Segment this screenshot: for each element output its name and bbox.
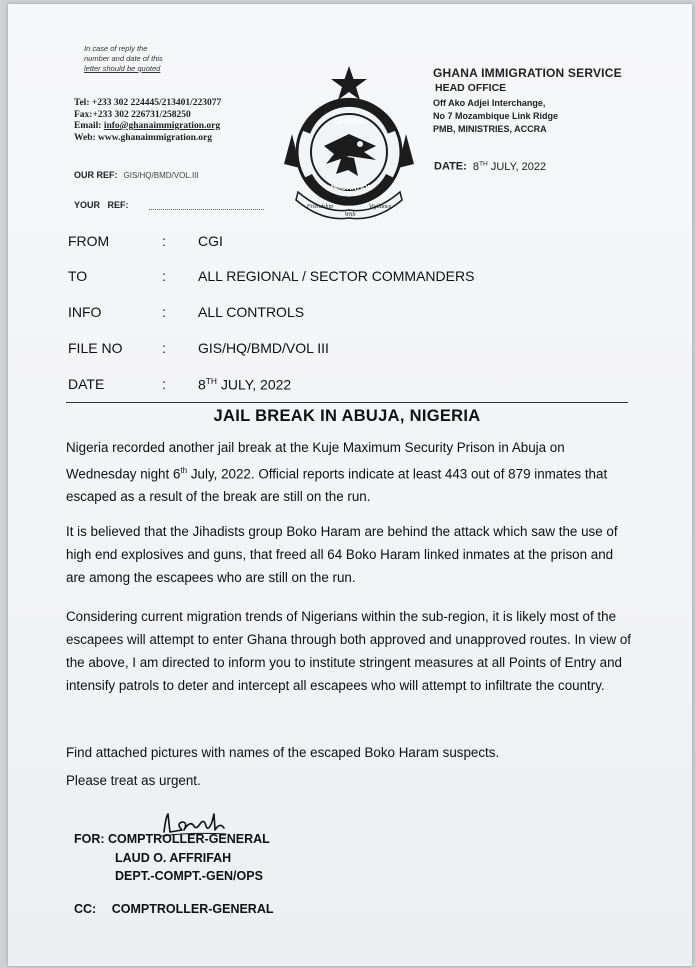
- for-line: FOR: COMPTROLLER-GENERAL: [74, 832, 270, 846]
- email-link[interactable]: info@ghanaimmigration.org: [103, 121, 221, 131]
- address-line-1: Off Ako Adjei Interchange,: [433, 98, 546, 108]
- to-value: ALL REGIONAL / SECTOR COMMANDERS: [198, 268, 475, 284]
- memo-date-day: 8: [198, 376, 206, 393]
- signatory-name: LAUD O. AFFRIFAH: [115, 851, 232, 865]
- tel-line: Tel: +233 302 224445/213401/223077: [74, 98, 222, 108]
- letter-date-day: 8: [472, 160, 479, 173]
- cc-label: CC:: [74, 902, 97, 916]
- email-label: Email:: [74, 121, 104, 131]
- title-rule: [66, 402, 628, 403]
- to-colon: :: [162, 268, 166, 284]
- paragraph-2: It is believed that the Jihadists group Boko Haram are behind the attack which saw the use of high end explosives and guns, that freed all 64 Boko Haram linked inmates at the prison and are among the escapees who are still on the run.: [66, 524, 618, 585]
- paragraph-4: Find attached pictures with names of the escaped Boko Haram suspects.: [66, 745, 500, 760]
- info-value: ALL CONTROLS: [198, 304, 305, 320]
- motto-left: Friendship: [306, 204, 334, 210]
- your-ref-label: YOUR REF:: [74, 200, 129, 210]
- head-office: HEAD OFFICE: [435, 82, 507, 94]
- letter-date-label: DATE:: [434, 160, 467, 173]
- crest-bottom-text: IMMIGRATION: [325, 185, 373, 192]
- cc-line: [74, 902, 274, 916]
- letter-date-value: [473, 161, 546, 173]
- file-value: GIS/HQ/BMD/VOL III: [198, 340, 329, 356]
- cc-value: COMPTROLLER-GENERAL: [111, 902, 274, 916]
- date-colon: :: [162, 376, 166, 392]
- file-label: FILE NO: [68, 340, 123, 356]
- memo-title: JAIL BREAK IN ABUJA, NIGERIA: [213, 407, 481, 425]
- paragraph-1-b: July, 2022. Official reports indicate at least 443 out of 879 inmates that escaped as a result of the break are still on the run.: [66, 466, 608, 505]
- your-ref-blank: [149, 209, 264, 210]
- from-label: FROM: [68, 233, 110, 249]
- letter-page: [8, 4, 692, 966]
- signatory-position: DEPT.-COMPT.-GEN/OPS: [115, 869, 263, 883]
- file-colon: :: [162, 340, 166, 356]
- ghana-immigration-crest-icon: [284, 64, 414, 224]
- paragraph-1-a: Nigeria recorded another jail break at the Kuje Maximum Security Prison in Abuja on Wednesday night 6: [66, 440, 565, 482]
- paragraph-3: Considering current migration trends of Nigerians within the sub-region, it is likely most of the escapees will attempt to enter Ghana through both approved and unapproved routes. In view of the above, I am directed to inform you to institute stringent measures at all Points of Entry and intensify patrols to deter and intercept all escapees who will attempt to infiltrate the country.: [66, 609, 632, 693]
- your-ref: [74, 200, 264, 210]
- crest-top-text: GHANA: [334, 117, 364, 126]
- our-ref: [74, 170, 199, 180]
- org-name: GHANA IMMIGRATION SERVICE: [433, 66, 622, 80]
- letter-date: [434, 160, 546, 173]
- paragraph-5: Please treat as urgent.: [66, 773, 201, 788]
- date-label: DATE: [68, 376, 105, 392]
- date-value: [198, 376, 291, 393]
- web-line: Web: www.ghanaimmigration.org: [74, 132, 213, 143]
- address-line-2: No 7 Mozambique Link Ridge: [433, 111, 559, 121]
- motto-right: Vigilance: [368, 204, 392, 210]
- to-label: TO: [68, 268, 88, 284]
- address-line-3: PMB, MINISTRIES, ACCRA: [433, 124, 547, 134]
- reply-note-line-1: In case of reply the: [84, 44, 148, 53]
- address: [433, 97, 622, 136]
- memo-date-sup: TH: [205, 376, 217, 386]
- organization-block: [433, 66, 622, 136]
- info-colon: :: [162, 304, 166, 320]
- memo-date-rest: JULY, 2022: [216, 376, 292, 393]
- reply-note: [84, 44, 163, 74]
- paragraph-1: [66, 436, 634, 508]
- paragraph-1-sup: th: [180, 466, 188, 475]
- from-value: CGI: [198, 233, 223, 249]
- from-colon: :: [162, 233, 166, 249]
- our-ref-value: GIS/HQ/BMD/VOL.III: [123, 171, 199, 180]
- our-ref-label: OUR REF:: [74, 170, 118, 180]
- reply-note-line-2: number and date of this: [84, 54, 163, 63]
- letter-date-sup: TH: [478, 160, 488, 167]
- letter-date-rest: JULY, 2022: [487, 160, 547, 173]
- contact-block: [74, 98, 221, 144]
- fax-line: Fax:+233 302 226731/258250: [74, 109, 191, 120]
- email-line: [74, 121, 221, 133]
- reply-note-line-3: letter should be quoted: [84, 64, 161, 73]
- motto-mid: With: [344, 212, 356, 218]
- info-label: INFO: [68, 304, 102, 320]
